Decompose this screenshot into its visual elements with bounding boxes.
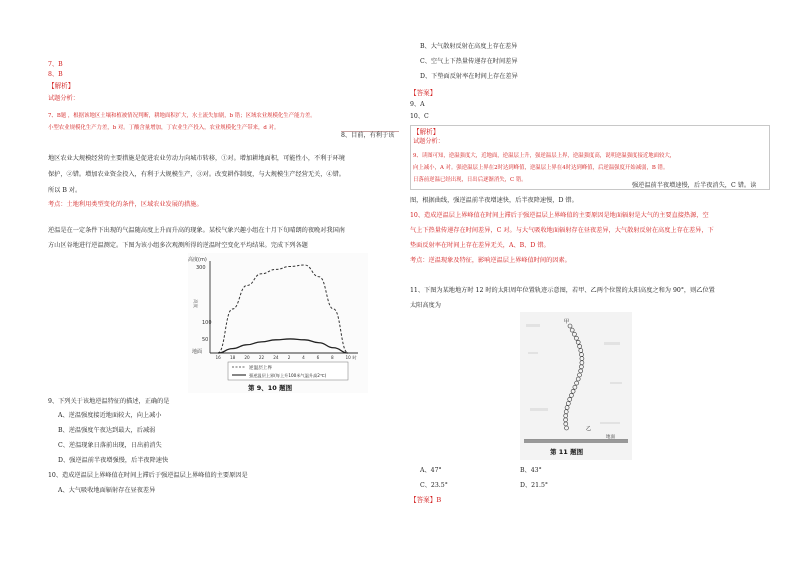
label-yi: 乙 [586, 426, 592, 432]
analysis-box [410, 125, 770, 190]
analysis-8-line2: 保护，②错。增加农业资金投入，有利于大规模生产，③对。改变耕作制度，与大规模生产经营无关，④错。 [48, 171, 345, 178]
answer-10: 10、C [410, 113, 429, 120]
x-tick-label: 4 [302, 355, 305, 360]
label-jia: 甲 [564, 319, 570, 325]
legend-item-1: 逆温层上界 [249, 366, 272, 371]
y-axis-label: 高度(m) [188, 257, 207, 263]
ground-hatch [524, 440, 628, 443]
x-tick-label: 10 [345, 355, 351, 360]
q9-option-c: C、逆温现象日落前出现，日出前消失 [58, 442, 162, 449]
intro-line1: 逆温是在一定条件下出现的气温随高度上升而升高的现象。某校气象兴趣小组在十月下旬晴朗的夜晚对我国南 [48, 227, 345, 234]
legend-item-2: 强逆温层上界(每上升100米气温升高2℃) [249, 373, 327, 378]
analysis-8-line3: 所以 B 对。 [48, 187, 82, 194]
analysis-10-line1: 10、造成逆温层上界峰值在时间上滞后于强逆温层上界峰值的主要原因是地面辐射是大气的主要直接热源，空 [410, 212, 709, 219]
x-tick-label: 6 [316, 355, 320, 360]
y-tick-50: 50 [202, 337, 209, 343]
analysis-9-line1: 9、读图可知，逆温强度大，近地面，逆温层上升，强逆温层上界，逆温强度高，说明逆温强度接近地面较大， [413, 153, 676, 159]
q11-option-b: B、43° [520, 467, 542, 474]
inversion-chart [188, 253, 368, 393]
analysis-tag-2: 【解析】 [413, 128, 440, 136]
analysis-label-2: 试题分析： [413, 138, 444, 145]
question-9: 9、下列关于该地逆温特征的描述，正确的是 [48, 398, 170, 405]
y-tick-100: 100 [202, 320, 212, 326]
question-11-line2: 太阳高度为 [410, 302, 441, 309]
x-tick-label: 16 [215, 355, 221, 360]
answer-11: 【答案】B [410, 496, 442, 504]
q10-option-a: A、大气吸收地面辐射存在昼夜差异 [58, 487, 156, 494]
answer-tag-1: 【答案】 [410, 89, 437, 97]
analysis-9-line2: 向上减小，A 对。强逆温层上界在2时达到峰值，逆温层上界在4时达到峰值，后逆温强度开始减弱，B 错。 [413, 165, 669, 171]
analysis-10-line3: 垫面反射率在时间上存在差异无关，A、B、D 错。 [410, 242, 550, 249]
q10-option-d: D、下垫面反射率在时间上存在差异 [420, 73, 518, 80]
analysis-7-line1: 7、B题 ，根据该地区土壤和植被情况判断，耕地面积扩大，水土流失加剧，b 错；区域农业规模化生产能力差。 [48, 113, 316, 119]
analysis-9-line3: 日落前逆温已经出现，日出后逐渐消失，C 错。 [413, 177, 527, 183]
analysis-10-line2: 气上下热量传递存在时间差异，C 对。与大气吸收地面辐射存在昼夜差异，大气散射反射在高度上存在差异，下 [410, 227, 714, 234]
analysis-8-start [341, 131, 399, 140]
y-tick-300: 300 [196, 265, 206, 271]
x-tick-label: 18 [229, 355, 236, 360]
answer-9: 9、A [410, 101, 425, 108]
x-tick-label: 24 [273, 355, 279, 360]
sun-track-figure [520, 312, 632, 460]
answer-7: 7、B [48, 61, 63, 68]
kaodian-1: 考点：土地利用类型变化的条件，区域农业发展的措施。 [48, 201, 203, 208]
analysis-8-start-text: 8、目前，有利于该 [341, 132, 395, 139]
x-tick-label: 22 [258, 355, 265, 360]
x-tick-label: 时 [352, 355, 357, 360]
q9-option-a: A、逆温强度接近地面较大，向上减小 [58, 412, 162, 419]
analysis-label: 试题分析： [48, 95, 79, 102]
ground-label: 地面 [606, 435, 615, 440]
answer-8: 8、B [48, 71, 63, 78]
question-11-line1: 11、下图为某地地方时 12 时的太阳周年位置轨迹示意图，若甲、乙两个位置的太阳高度之和为 90°，则乙位置 [410, 287, 715, 294]
x-tick-label: 20 [244, 355, 250, 360]
x-tick-label: 2 [287, 355, 291, 360]
q11-option-c: C、23.5° [420, 482, 448, 489]
q10-option-b: B、大气散射反射在高度上存在差异 [420, 43, 518, 50]
question-10: 10、造成逆温层上界峰值在时间上滞后于强逆温层上界峰值的主要原因是 [48, 472, 248, 479]
q9-option-b: B、逆温强度午夜达到最大，后减弱 [58, 427, 156, 434]
analysis-8-line1: 地区农业大规模经营的主要措施是促进农业劳动力向城市转移，①对。增加耕地面积，可能性小，不利于环境 [48, 155, 345, 162]
intro-line2: 方山区谷地进行逆温测定。下图为该小组多次观测所得的逆温时空变化平均结果。完成下列各题 [48, 242, 308, 249]
analysis-9-tail: 强逆温前半夜增速慢，后半夜消失，C 错。读 [632, 182, 757, 189]
side-label: 高度 [192, 299, 197, 308]
q10-option-c: C、空气上下热量传递存在时间差异 [420, 58, 518, 65]
q11-option-a: A、47° [420, 467, 442, 474]
q9-option-d: D、强逆温前半夜增强慢，后半夜降速快 [58, 457, 169, 464]
analysis-7-line2: 小型农业规模化生产力差，b 对。丁酸含量增加，丁农业生产投入，农业规模化生产带来，d 对。 [48, 125, 280, 131]
chart-caption: 第 9、10 题图 [248, 384, 293, 392]
origin-label: 地面 [192, 349, 203, 355]
kaodian-2: 考点：逆温现象及特征，影响逆温层上界峰值时间的因素。 [410, 257, 571, 264]
q11-option-d: D、21.5° [520, 482, 549, 489]
x-tick-label: 8 [331, 355, 334, 360]
fig11-caption: 第 11 题图 [550, 448, 584, 456]
analysis-9-line4: 图，根据曲线，强逆温前半夜增速快，后半夜降速慢，D 错。 [410, 197, 578, 204]
analysis-tag: 【解析】 [48, 82, 75, 90]
